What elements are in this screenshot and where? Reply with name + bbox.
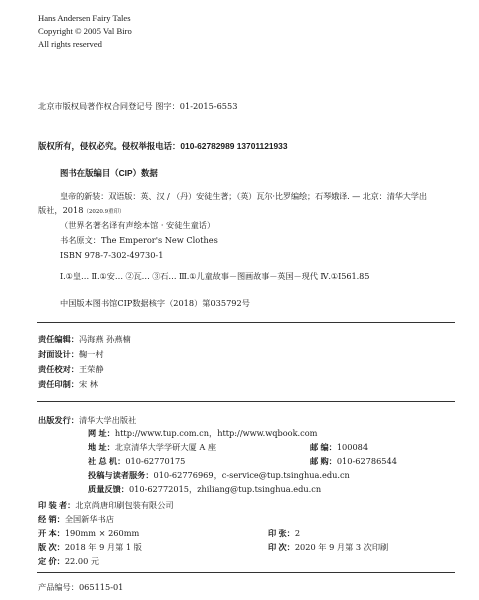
address-value: 北京清华大学学研大厦 A 座 <box>114 442 217 452</box>
product-code-label: 产品编号： <box>38 582 79 592</box>
cip-reprint-note: （2020.9重印） <box>83 209 125 215</box>
address-label: 地 址： <box>88 443 115 452</box>
original-title-line: Hans Andersen Fairy Tales <box>38 13 131 23</box>
print-supervisor-row <box>38 379 98 390</box>
proofreader-label: 责任校对： <box>38 365 79 374</box>
cip-record-line-2 <box>38 205 125 217</box>
sheets-label: 印 张： <box>268 529 295 538</box>
price-row <box>38 556 99 567</box>
website-value: http://www.tup.com.cn，http://www.wqbook.com <box>114 428 318 438</box>
divider-rule-1 <box>37 322 455 323</box>
cip-record-line-1: 皇帝的新装：双语版：英、汉 / （丹）安徒生著；（英）瓦尔·比罗编绘；石琴娥译. — 北京：清华大学出 <box>60 191 427 201</box>
editor-row <box>38 334 131 345</box>
distributor-value: 全国新华书店 <box>64 514 114 524</box>
quality-feedback-label: 质量反馈： <box>88 485 129 494</box>
proofreader-value: 王荣静 <box>78 364 104 374</box>
sheets-value: 2 <box>294 528 301 538</box>
cover-design-row <box>38 349 104 360</box>
print-supervisor-value: 宋 林 <box>78 379 98 389</box>
format-row <box>38 528 139 539</box>
cip-series-line: （世界名著名译有声绘本馆 · 安徒生童话） <box>60 220 216 230</box>
website-row <box>88 428 317 439</box>
editor-label: 责任编辑： <box>38 335 79 344</box>
impression-value: 2020 年 9 月第 3 次印刷 <box>294 542 389 552</box>
distributor-row <box>38 514 114 525</box>
reader-service-value: 010-62776969，c-service@tup.tsinghua.edu.cn <box>153 470 350 480</box>
switchboard-value: 010-62770175 <box>125 456 186 466</box>
mail-order-row <box>310 456 397 467</box>
website-label: 网 址： <box>88 429 115 438</box>
proofreader-row <box>38 364 104 375</box>
publisher-name: 清华大学出版社 <box>78 415 137 425</box>
publisher-label: 出版发行： <box>38 416 79 425</box>
editor-value: 冯海燕 孙燕楠 <box>78 334 131 344</box>
format-label: 开 本： <box>38 529 65 538</box>
reader-service-row <box>88 470 350 481</box>
postcode-label: 邮 编： <box>310 443 337 452</box>
product-code-row <box>38 582 123 592</box>
quality-feedback-value: 010-62772015，zhiliang@tup.tsinghua.edu.cn <box>128 484 322 494</box>
publisher-row <box>38 415 136 426</box>
sheets-row <box>268 528 300 539</box>
impression-label: 印 次： <box>268 543 295 552</box>
quality-feedback-row <box>88 484 321 495</box>
edition-row <box>38 542 142 553</box>
cover-design-value: 鞠一村 <box>78 349 104 359</box>
divider-rule-2 <box>37 401 455 402</box>
impression-row <box>268 542 388 553</box>
mail-order-label: 邮 购： <box>310 457 337 466</box>
cip-data-number-line: 中国版本图书馆CIP数据核字（2018）第035792号 <box>60 298 250 308</box>
postcode-value: 100084 <box>336 442 369 452</box>
cip-isbn-line: ISBN 978-7-302-49730-1 <box>60 250 164 260</box>
format-value: 190mm × 260mm <box>64 528 140 538</box>
print-supervisor-label: 责任印制： <box>38 380 79 389</box>
cip-original-title-line: 书名原文：The Emperor's New Clothes <box>60 235 218 245</box>
rights-reserved-line: All rights reserved <box>38 39 102 49</box>
printer-row <box>38 500 174 511</box>
edition-value: 2018 年 9 月第 1 版 <box>64 542 142 552</box>
price-label: 定 价： <box>38 557 65 566</box>
edition-label: 版 次： <box>38 543 65 552</box>
switchboard-label: 社 总 机： <box>88 457 126 466</box>
postcode-row <box>310 442 368 453</box>
product-code-value: 065115-01 <box>78 582 124 592</box>
divider-rule-3 <box>37 572 455 573</box>
address-row <box>88 442 216 453</box>
cip-classification-line: Ⅰ.①皇… Ⅱ.①安… ②瓦… ③石… Ⅲ.①儿童故事－图画故事－英国－现代 Ⅳ.①I561.85 <box>60 271 370 281</box>
copyright-line: Copyright © 2005 Val Biro <box>38 26 132 36</box>
cip-publisher-year: 版社，2018 <box>38 205 84 215</box>
reader-service-label: 投稿与读者服务： <box>88 471 154 480</box>
switchboard-row <box>88 456 185 467</box>
cover-design-label: 封面设计： <box>38 350 79 359</box>
mail-order-value: 010-62786544 <box>336 456 397 466</box>
anti-piracy-notice: 版权所有，侵权必究。侵权举报电话：010-62782989 13701121933 <box>38 141 288 151</box>
price-value: 22.00 元 <box>64 556 100 566</box>
cip-heading: 图书在版编目（CIP）数据 <box>60 168 158 178</box>
copyright-registration-number: 北京市版权局著作权合同登记号 图字：01-2015-6553 <box>38 101 238 111</box>
printer-label: 印 装 者： <box>38 501 76 510</box>
printer-value: 北京尚唐印刷包装有限公司 <box>75 500 174 510</box>
distributor-label: 经 销： <box>38 515 65 524</box>
